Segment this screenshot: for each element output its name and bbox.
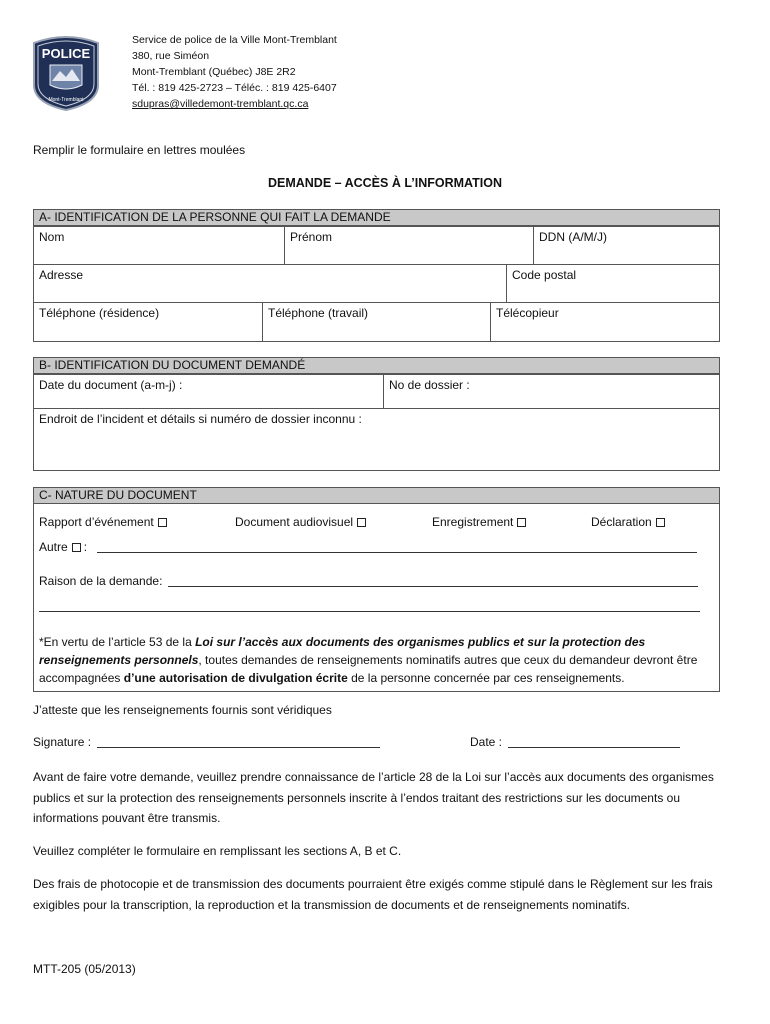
option-rapport-evenement (39, 515, 167, 529)
option-autre (39, 540, 87, 554)
option-label: Document audiovisuel (235, 515, 354, 529)
signature-line[interactable] (97, 747, 380, 748)
logo-title: POLICE (41, 46, 91, 61)
option-declaration (591, 515, 665, 529)
date-line[interactable] (508, 747, 680, 748)
adresse-field[interactable] (33, 264, 507, 303)
prenom-label: Prénom (290, 230, 333, 244)
option-enregistrement (432, 515, 526, 529)
paragraph-fees: Des frais de photocopie et de transmission des documents pourraient être exigés comme stipulé dans le Règlement sur les frais exigibles pour la transcription, la reproduction et la transmission de documents et de renseignements nominatifs. (33, 877, 713, 912)
note-middle: , toutes demandes de renseignements nominatifs autres que ceux du demandeur devront être accompagnées (39, 653, 698, 685)
legal-note (39, 633, 715, 687)
nom-field[interactable] (33, 226, 285, 265)
tel-travail-field[interactable] (262, 302, 491, 342)
police-badge-logo (28, 33, 104, 111)
no-dossier-label: No de dossier : (389, 378, 470, 392)
option-label: Rapport d’événement (39, 515, 154, 529)
tel-travail-label: Téléphone (travail) (268, 306, 369, 320)
checkbox-rapport-evenement[interactable] (158, 518, 167, 527)
autre-colon: : (83, 540, 88, 554)
org-street: 380, rue Siméon (132, 50, 210, 62)
checkbox-enregistrement[interactable] (517, 518, 526, 527)
paragraph-article-28: Avant de faire votre demande, veuillez prendre connaissance de l’article 28 de la Loi sur l’accès aux documents des organismes publics et sur la protection des renseignements personnels inscrite à l’endos traitant des restrictions sur les documents ou informations pouvant être transmis. (33, 770, 714, 825)
option-label: Déclaration (591, 515, 652, 529)
note-prefix: *En vertu de l’article 53 de la (39, 635, 196, 649)
code-postal-label: Code postal (512, 268, 577, 282)
note-law-name: Loi sur l’accès aux documents des organismes publics et sur la protection des renseignements personnels (39, 635, 646, 667)
no-dossier-field[interactable] (383, 374, 720, 409)
date-document-field[interactable] (33, 374, 384, 409)
fill-instruction: Remplir le formulaire en lettres moulées (33, 143, 246, 157)
autre-label: Autre (39, 540, 68, 554)
autre-line[interactable] (97, 552, 697, 553)
org-city: Mont-Tremblant (Québec) J8E 2R2 (132, 66, 296, 78)
logo-caption: Mont-Tremblant (48, 97, 84, 103)
code-postal-field[interactable] (506, 264, 720, 303)
section-c-heading: C- NATURE DU DOCUMENT (33, 487, 720, 504)
endroit-incident-field[interactable] (33, 408, 720, 471)
attestation-text: J’atteste que les renseignements fournis sont véridiques (33, 703, 332, 717)
signature-label: Signature : (33, 735, 92, 749)
endroit-incident-label: Endroit de l’incident et détails si numéro de dossier inconnu : (39, 412, 362, 426)
form-title: DEMANDE – ACCÈS À L’INFORMATION (267, 176, 503, 190)
ddn-label: DDN (A/M/J) (539, 230, 607, 244)
section-b-heading: B- IDENTIFICATION DU DOCUMENT DEMANDÉ (33, 357, 720, 374)
org-email-link[interactable]: sdupras@villedemont-tremblant.qc.ca (132, 98, 309, 110)
adresse-label: Adresse (39, 268, 84, 282)
raison-label: Raison de la demande: (39, 574, 163, 588)
form-code: MTT-205 (05/2013) (33, 962, 136, 976)
option-document-audiovisuel (235, 515, 366, 529)
option-label: Enregistrement (432, 515, 514, 529)
date-label: Date : (470, 735, 503, 749)
checkbox-document-audiovisuel[interactable] (357, 518, 366, 527)
raison-line-2[interactable] (39, 611, 700, 612)
note-end: de la personne concernée par ces renseignements. (347, 671, 625, 685)
org-phone-fax: Tél. : 819 425-2723 – Téléc. : 819 425-6407 (132, 82, 337, 94)
tel-residence-field[interactable] (33, 302, 263, 342)
telecopieur-field[interactable] (490, 302, 720, 342)
section-a-heading: A- IDENTIFICATION DE LA PERSONNE QUI FAIT LA DEMANDE (33, 209, 720, 226)
paragraph-instructions: Veuillez compléter le formulaire en remplissant les sections A, B et C. (33, 844, 402, 858)
nom-label: Nom (39, 230, 65, 244)
telecopieur-label: Télécopieur (496, 306, 559, 320)
checkbox-autre[interactable] (72, 543, 81, 552)
tel-residence-label: Téléphone (résidence) (39, 306, 160, 320)
prenom-field[interactable] (284, 226, 534, 265)
checkbox-declaration[interactable] (656, 518, 665, 527)
org-name: Service de police de la Ville Mont-Tremblant (132, 34, 337, 46)
raison-line[interactable] (168, 586, 698, 587)
note-bold: d’une autorisation de divulgation écrite (123, 671, 348, 685)
ddn-field[interactable] (533, 226, 720, 265)
date-document-label: Date du document (a-m-j) : (39, 378, 183, 392)
